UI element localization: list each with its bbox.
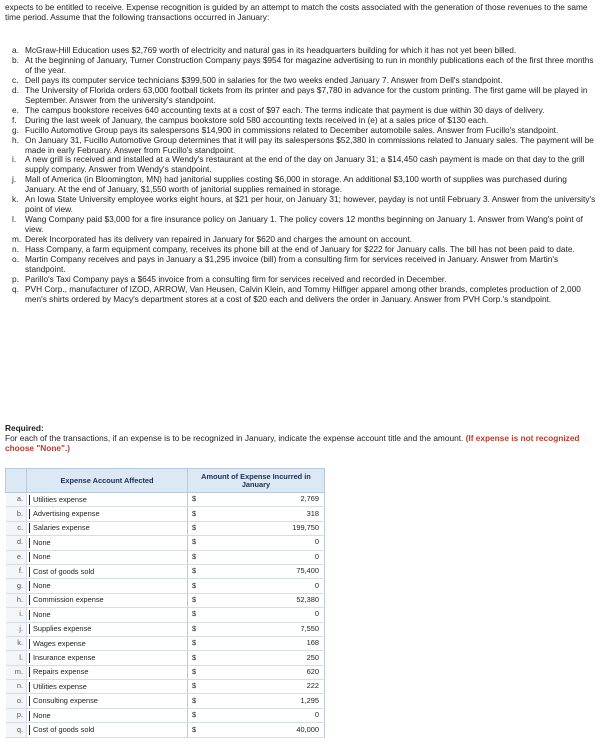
transaction-item xyxy=(12,136,598,156)
amount-input[interactable]: 0 xyxy=(210,536,324,550)
transaction-text: Wang Company paid $3,000 for a fire insurance policy on January 1. The policy covers 12 months beginning on January 1. Answer from Wang's point of view. xyxy=(25,214,583,235)
table-row xyxy=(6,680,325,694)
account-select[interactable]: None xyxy=(29,581,187,591)
account-cell xyxy=(27,665,188,679)
transaction-letter: q. xyxy=(12,283,19,294)
amount-input[interactable]: 0 xyxy=(210,708,324,722)
table-row xyxy=(6,564,325,578)
table-row xyxy=(6,708,325,722)
currency-symbol: $ xyxy=(188,608,211,622)
account-header: Expense Account Affected xyxy=(27,469,188,493)
required-heading: Required: xyxy=(5,423,44,433)
table-row xyxy=(6,622,325,636)
account-select[interactable]: Supplies expense xyxy=(29,624,187,634)
row-letter: k. xyxy=(6,636,27,650)
account-cell xyxy=(27,723,188,737)
transaction-letter: k. xyxy=(12,194,19,205)
currency-symbol: $ xyxy=(188,680,211,694)
amount-input[interactable]: 250 xyxy=(210,651,324,665)
row-letter: j. xyxy=(6,622,27,636)
currency-symbol: $ xyxy=(188,550,211,564)
account-select[interactable]: None xyxy=(29,711,187,721)
table-row xyxy=(6,694,325,708)
answer-table-header xyxy=(6,469,325,493)
table-row xyxy=(6,536,325,550)
account-select[interactable]: None xyxy=(29,552,187,562)
table-row xyxy=(6,593,325,607)
account-cell xyxy=(27,708,188,722)
transaction-text: Dell pays its computer service technicians $399,500 in salaries for the two weeks ended January 7. Answer from Dell's standpoint. xyxy=(25,74,503,85)
amount-input[interactable]: 2,769 xyxy=(210,493,324,507)
account-select[interactable]: Cost of goods sold xyxy=(29,725,187,735)
row-letter: d. xyxy=(6,536,27,550)
transaction-letter: p. xyxy=(12,273,19,284)
row-letter: n. xyxy=(6,680,27,694)
transaction-text: Derek Incorporated has its delivery van repaired in January for $620 and charges the amount on account. xyxy=(25,234,412,245)
account-select[interactable]: Repairs expense xyxy=(29,667,187,677)
row-letter: p. xyxy=(6,708,27,722)
transaction-letter: m. xyxy=(12,234,22,245)
row-letter: e. xyxy=(6,550,27,564)
row-letter: h. xyxy=(6,593,27,607)
transaction-item xyxy=(12,155,598,175)
required-text: For each of the transactions, if an expense is to be recognized in January, indicate the expense account title and the amount. xyxy=(5,433,464,443)
transaction-item xyxy=(12,56,598,76)
table-row xyxy=(6,521,325,535)
row-letter: g. xyxy=(6,579,27,593)
amount-input[interactable]: 222 xyxy=(210,680,324,694)
transaction-text: The University of Florida orders 63,000 football tickets from its printer and pays $7,780 in advance for the custom printing. The first game will be played in September. Answer from the university's standpoint. xyxy=(25,84,588,105)
currency-symbol: $ xyxy=(188,708,211,722)
account-select[interactable]: Wages expense xyxy=(29,639,187,649)
account-cell xyxy=(27,536,188,550)
transaction-letter: l. xyxy=(12,214,17,225)
account-cell xyxy=(27,651,188,665)
account-cell xyxy=(27,550,188,564)
table-row xyxy=(6,550,325,564)
row-letter: f. xyxy=(6,564,27,578)
account-select[interactable]: Utilities expense xyxy=(29,682,187,692)
transaction-text: Hass Company, a farm equipment company, receives its phone bill at the end of January for $222 for January calls. The bill has not been paid to date. xyxy=(25,244,575,255)
currency-symbol: $ xyxy=(188,493,211,507)
amount-input[interactable]: 75,400 xyxy=(210,564,324,578)
table-row xyxy=(6,665,325,679)
table-row xyxy=(6,636,325,650)
transaction-text: The campus bookstore receives 640 accounting texts at a cost of $97 each. The terms indicate that payment is due within 30 days of delivery. xyxy=(25,104,545,115)
currency-symbol: $ xyxy=(188,564,211,578)
row-letter: o. xyxy=(6,694,27,708)
answer-table xyxy=(5,468,325,738)
currency-symbol: $ xyxy=(188,665,211,679)
amount-input[interactable]: 40,000 xyxy=(210,723,324,737)
transaction-item xyxy=(12,285,598,305)
account-select[interactable]: Cost of goods sold xyxy=(29,567,187,577)
amount-input[interactable]: 52,380 xyxy=(210,593,324,607)
transaction-letter: i. xyxy=(12,154,17,165)
transaction-item xyxy=(12,195,598,215)
amount-input[interactable]: 318 xyxy=(210,507,324,521)
currency-symbol: $ xyxy=(188,521,211,535)
table-row xyxy=(6,507,325,521)
transaction-text: A new grill is received and installed at a Wendy's restaurant at the end of the day on January 31; a $14,450 cash payment is made on that day to the grill supply company. Answer from Wendy's standpoint. xyxy=(25,154,585,175)
required-note: (If expense is not recognized choose "None".) xyxy=(5,433,580,453)
amount-input[interactable]: 168 xyxy=(210,636,324,650)
transaction-item xyxy=(12,175,598,195)
amount-input[interactable]: 620 xyxy=(210,665,324,679)
intro-paragraph: expects to be entitled to receive. Expense recognition is guided by an attempt to match the costs associated with the generation of those revenues to the same time period. Assume that the following transactions occurred in January: xyxy=(5,2,588,22)
account-cell xyxy=(27,493,188,507)
currency-symbol: $ xyxy=(188,507,211,521)
account-select[interactable]: Commission expense xyxy=(29,595,187,605)
account-cell xyxy=(27,608,188,622)
transaction-text: McGraw-Hill Education uses $2,769 worth of electricity and natural gas in its headquarters building for which it has not yet been billed. xyxy=(25,45,517,55)
account-select[interactable]: Advertising expense xyxy=(29,509,187,519)
account-select[interactable]: Utilities expense xyxy=(29,495,187,505)
transaction-letter: d. xyxy=(12,84,19,95)
transaction-item xyxy=(12,86,598,106)
transaction-text: On January 31, Fucillo Automotive Group determines that it will pay its salespersons $52,380 in commissions related to January sales. The payment will be made in early February. Answer from Fucillo's standpoint. xyxy=(25,134,594,155)
transaction-item xyxy=(12,255,598,275)
transaction-text: Martin Company receives and pays in January a $1,295 invoice (bill) from a consulting firm for services received in January. Answer from Martin's standpoint. xyxy=(25,254,559,274)
currency-symbol: $ xyxy=(188,694,211,708)
transaction-letter: b. xyxy=(12,54,19,65)
row-letter: m. xyxy=(6,665,27,679)
transaction-text: During the last week of January, the campus bookstore sold 580 accounting texts received in (e) at a sales price of $130 each. xyxy=(25,114,489,125)
account-select[interactable]: Consulting expense xyxy=(29,696,187,706)
amount-input[interactable]: 1,295 xyxy=(210,694,324,708)
letter-header xyxy=(6,469,27,493)
transaction-letter: e. xyxy=(12,104,19,115)
transaction-letter: o. xyxy=(12,254,19,265)
table-row xyxy=(6,608,325,622)
transaction-text: At the beginning of January, Turner Construction Company pays $954 for magazine advertising to run in monthly publications each of the first three months of the year. xyxy=(25,54,594,75)
answer-table-body xyxy=(6,493,325,738)
table-row xyxy=(6,493,325,507)
transaction-item xyxy=(12,215,598,235)
amount-input[interactable]: 0 xyxy=(210,550,324,564)
currency-symbol: $ xyxy=(188,593,211,607)
currency-symbol: $ xyxy=(188,723,211,737)
account-cell xyxy=(27,521,188,535)
transaction-letter: n. xyxy=(12,244,19,255)
transaction-letter: g. xyxy=(12,124,19,135)
account-select[interactable]: Insurance expense xyxy=(29,653,187,663)
account-select[interactable]: None xyxy=(29,538,187,548)
amount-input[interactable]: 0 xyxy=(210,579,324,593)
account-select[interactable]: None xyxy=(29,610,187,620)
transaction-letter: f. xyxy=(12,114,17,125)
row-letter: a. xyxy=(6,493,27,507)
transaction-list xyxy=(12,46,598,305)
amount-input[interactable]: 199,750 xyxy=(210,521,324,535)
account-cell xyxy=(27,564,188,578)
account-select[interactable]: Salaries expense xyxy=(29,523,187,533)
transaction-text: PVH Corp., manufacturer of IZOD, ARROW, Van Heusen, Calvin Klein, and Tommy Hilfiger apparel among other brands, completes production of 2,000 men's shirts ordered by Macy's department stores at a cost of $20 each and delivers the order in January. Answer from PVH Corp.'s standpoint. xyxy=(25,283,581,304)
transaction-letter: j. xyxy=(12,174,17,185)
row-letter: i. xyxy=(6,608,27,622)
amount-input[interactable]: 0 xyxy=(210,608,324,622)
table-row xyxy=(6,651,325,665)
currency-symbol: $ xyxy=(188,636,211,650)
table-row xyxy=(6,579,325,593)
row-letter: l. xyxy=(6,651,27,665)
account-cell xyxy=(27,507,188,521)
currency-symbol: $ xyxy=(188,622,211,636)
transaction-letter: h. xyxy=(12,134,19,145)
account-cell xyxy=(27,622,188,636)
currency-symbol: $ xyxy=(188,536,211,550)
account-cell xyxy=(27,636,188,650)
account-cell xyxy=(27,579,188,593)
transaction-text: Fucillo Automotive Group pays its salespersons $14,900 in commissions related to December automobile sales. Answer from Fucillo's standpoint. xyxy=(25,124,559,135)
currency-symbol: $ xyxy=(188,651,211,665)
transaction-letter: c. xyxy=(12,74,19,85)
row-letter: q. xyxy=(6,723,27,737)
table-row xyxy=(6,723,325,737)
row-letter: c. xyxy=(6,521,27,535)
transaction-letter: a. xyxy=(12,45,19,55)
amount-input[interactable]: 7,550 xyxy=(210,622,324,636)
account-cell xyxy=(27,593,188,607)
transaction-text: An Iowa State University employee works eight hours, at $21 per hour, on January 31; however, payday is not until February 3. Answer from the university's point of view. xyxy=(25,194,596,215)
required-instructions xyxy=(5,434,601,454)
currency-symbol: $ xyxy=(188,579,211,593)
transaction-text: Mall of America (in Bloomington, MN) had janitorial supplies costing $6,000 in storage. An additional $3,100 worth of supplies was purchased during January. At the end of January, $1,550 worth of janitorial supplies remained in storage. xyxy=(25,174,567,195)
account-cell xyxy=(27,680,188,694)
transaction-text: Parillo's Taxi Company pays a $645 invoice from a consulting firm for services received and recorded in December. xyxy=(25,273,447,284)
row-letter: b. xyxy=(6,507,27,521)
account-cell xyxy=(27,694,188,708)
amount-header: Amount of Expense Incurred in January xyxy=(188,469,325,493)
